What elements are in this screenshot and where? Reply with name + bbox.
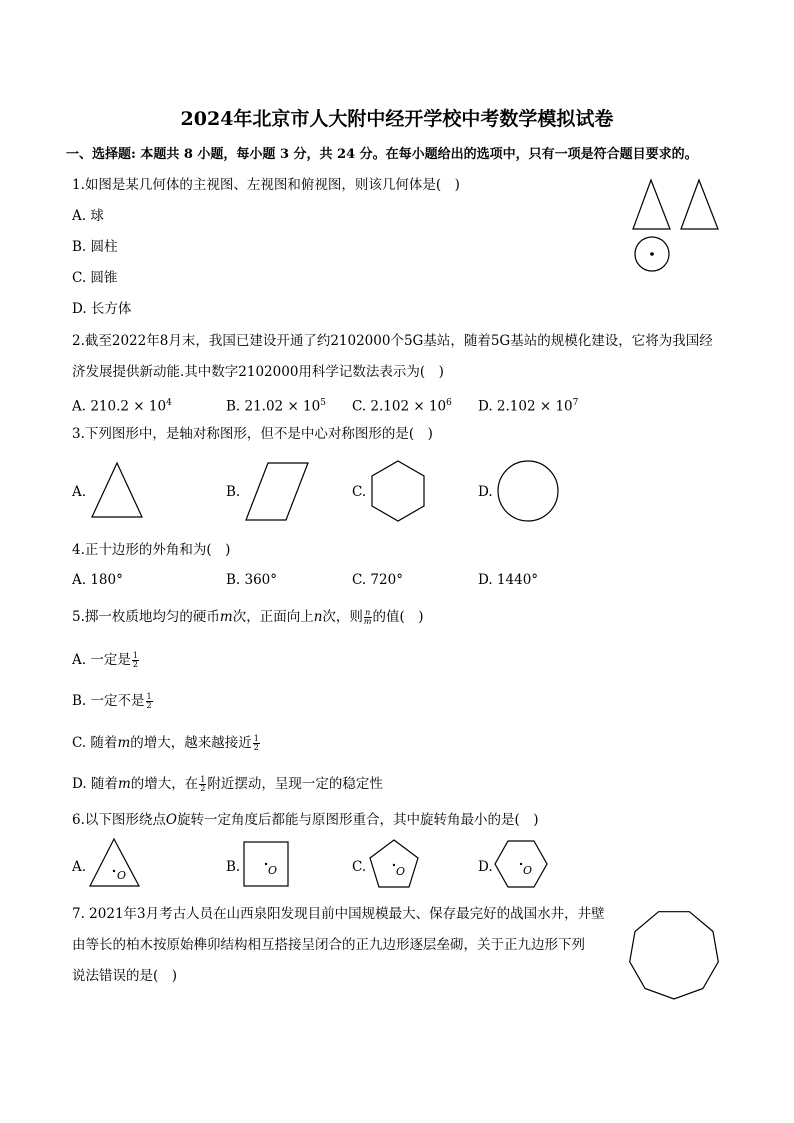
- q3-parallelogram-figure: [244, 462, 314, 522]
- q6-pentagon-figure: [368, 839, 422, 891]
- q3-option-b[interactable]: B.: [226, 484, 241, 500]
- q3-hexagon-figure: [370, 460, 430, 524]
- q7-stem-line3: 说法错误的是( ): [72, 968, 178, 984]
- q4-option-b[interactable]: B. 360°: [226, 572, 278, 588]
- section-heading: 一、选择题: 本题共 8 小题，每小题 3 分，共 24 分。在每小题给出的选项中，只有一项是符合题目要求的。: [66, 147, 698, 162]
- q1-stem: 1.如图是某几何体的主视图、左视图和俯视图，则该几何体是( ): [72, 177, 460, 193]
- q1-option-b[interactable]: B. 圆柱: [72, 239, 118, 255]
- q2-stem-line2: 济发展提供新动能.其中数字2102000用科学记数法表示为( ): [72, 364, 444, 380]
- q4-stem: 4.正十边形的外角和为( ): [72, 542, 231, 558]
- q5-option-c[interactable]: C. 随着m的增大，越来越接近 $\frac{1}{2}$: [72, 734, 259, 752]
- point-o-label: O: [523, 864, 533, 877]
- q4-option-a[interactable]: A. 180°: [72, 572, 123, 588]
- point-o-label: O: [117, 869, 127, 882]
- top-view-center-dot: [650, 252, 654, 256]
- point-o-label: O: [396, 865, 406, 878]
- q5-stem: 5.掷一枚质地均匀的硬币m次，正面向上n次，则 $\frac{n}{m}$ 的值( ): [72, 608, 424, 626]
- q7-stem-line1: 7. 2021年3月考古人员在山西泉阳发现目前中国规模最大、保存最完好的战国水井，井壁: [72, 906, 605, 922]
- q2-stem-line1: 2.截至2022年8月末，我国已建设开通了约2102000个5G基站，随着5G基站的规模化建设，它将为我国经: [72, 333, 713, 349]
- q4-option-d[interactable]: D. 1440°: [478, 572, 539, 588]
- q2-option-a[interactable]: A. $210.2 \times 10^4$: [72, 398, 172, 415]
- q2-option-b[interactable]: B. $21.02 \times 10^5$: [226, 398, 326, 415]
- q3-option-a[interactable]: A.: [72, 484, 87, 500]
- q6-option-c[interactable]: C.: [352, 859, 367, 875]
- q3-triangle-figure: [88, 462, 148, 522]
- side-view-triangle: [681, 180, 718, 229]
- q4-option-c[interactable]: C. 720°: [352, 572, 403, 588]
- q6-hexagon-figure: [494, 839, 552, 891]
- exam-title: 2024年北京市人大附中经开学校中考数学模拟试卷: [180, 108, 614, 130]
- q2-option-c[interactable]: C. $2.102 \times 10^6$: [352, 398, 452, 415]
- q6-square-figure: [243, 841, 291, 889]
- q1-option-c[interactable]: C. 圆锥: [72, 270, 118, 286]
- q1-three-views-figure: [630, 178, 730, 278]
- q3-stem: 3.下列图形中，是轴对称图形，但不是中心对称图形的是( ): [72, 426, 433, 442]
- q2-option-d[interactable]: D. $2.102 \times 10^7$: [478, 398, 579, 415]
- q3-option-d[interactable]: D.: [478, 484, 493, 500]
- q6-option-b[interactable]: B.: [226, 859, 241, 875]
- q5-option-d[interactable]: D. 随着m的增大，在 $\frac{1}{2}$ 附近摆动，呈现一定的稳定性: [72, 775, 383, 793]
- q7-nonagon-figure: [628, 908, 724, 1004]
- q1-option-a[interactable]: A. 球: [72, 208, 104, 224]
- n-over-m-fraction: $\frac{n}{m}$: [363, 608, 372, 626]
- point-o-label: O: [268, 864, 278, 877]
- q5-option-b[interactable]: B. 一定不是 $\frac{1}{2}$: [72, 692, 152, 710]
- q6-triangle-figure: [88, 838, 144, 890]
- q6-stem: 6.以下图形绕点O旋转一定角度后都能与原图形重合，其中旋转角最小的是( ): [72, 812, 539, 828]
- q6-option-a[interactable]: A.: [72, 859, 87, 875]
- q1-option-d[interactable]: D. 长方体: [72, 301, 132, 317]
- q6-option-d[interactable]: D.: [478, 859, 493, 875]
- q5-option-a[interactable]: A. 一定是 $\frac{1}{2}$: [72, 651, 138, 669]
- q3-circle-figure: [496, 460, 560, 524]
- q7-stem-line2: 由等长的柏木按原始榫卯结构相互搭接呈闭合的正九边形逐层垒砌，关于正九边形下列: [72, 937, 585, 953]
- q3-option-c[interactable]: C.: [352, 484, 367, 500]
- front-view-triangle: [633, 180, 670, 229]
